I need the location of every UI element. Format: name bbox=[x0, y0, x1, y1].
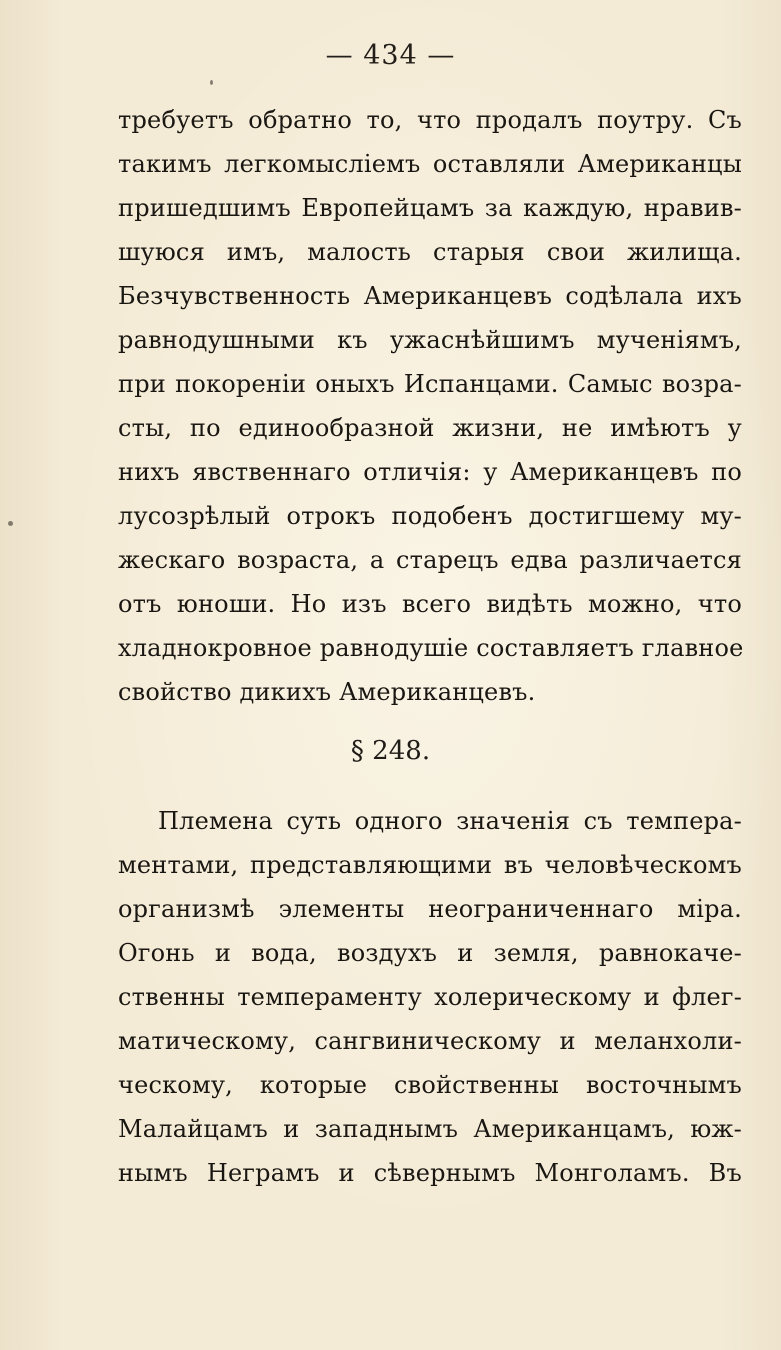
text-line: свойство дикихъ Американцевъ. bbox=[118, 678, 536, 706]
section-heading: § 248. bbox=[350, 736, 431, 766]
text-line: равнодушными къ ужаснѣйшимъ мученіямъ, bbox=[118, 326, 742, 354]
text-line: организмѣ элементы неограниченнаго міра. bbox=[118, 895, 742, 923]
text-line: сты, по единообразной жизни, не имѣютъ у bbox=[118, 414, 742, 442]
text-line: нымъ Неграмъ и сѣвернымъ Монголамъ. Въ bbox=[118, 1159, 742, 1187]
text-line: Малайцамъ и западнымъ Американцамъ, юж- bbox=[118, 1115, 742, 1143]
text-line: пришедшимъ Европейцамъ за каждую, нравив- bbox=[118, 194, 742, 222]
text-line: жескаго возраста, а старецъ едва различается bbox=[118, 546, 742, 574]
text-line: матическому, сангвиническому и меланхоли- bbox=[118, 1027, 742, 1055]
text-line: отъ юноши. Но изъ всего видѣть можно, что bbox=[118, 590, 742, 618]
text-line: шуюся имъ, малость старыя свои жилища. bbox=[118, 238, 742, 266]
paragraph-section-248 bbox=[118, 799, 742, 1195]
ink-speck bbox=[210, 80, 213, 85]
text-line: хладнокровное равнодушіе составляетъ главное bbox=[118, 634, 744, 662]
text-line: Племена суть одного значенія съ темпера- bbox=[158, 807, 742, 835]
text-line: при покореніи оныхъ Испанцами. Самыс возра- bbox=[118, 370, 742, 398]
text-line: Огонь и вода, воздухъ и земля, равнокаче- bbox=[118, 939, 742, 967]
text-line: лусозрѣлый отрокъ подобенъ достигшему му- bbox=[118, 502, 742, 530]
text-line: ческому, которые свойственны восточнымъ bbox=[118, 1071, 742, 1099]
text-line: требуетъ обратно то, что продалъ поутру. Съ bbox=[118, 106, 742, 134]
ink-speck bbox=[8, 521, 13, 526]
text-line: Безчувственность Американцевъ содѣлала ихъ bbox=[118, 282, 742, 310]
text-line: такимъ легкомысліемъ оставляли Американцы bbox=[118, 150, 742, 178]
text-line: ментами, представляющими въ человѣческомъ bbox=[118, 851, 742, 879]
text-line: нихъ явственнаго отличія: у Американцевъ по bbox=[118, 458, 742, 486]
paragraph-continued bbox=[118, 98, 742, 714]
page-number: — 434 — bbox=[325, 40, 456, 71]
text-line: ственны темпераменту холерическому и флег- bbox=[118, 983, 742, 1011]
